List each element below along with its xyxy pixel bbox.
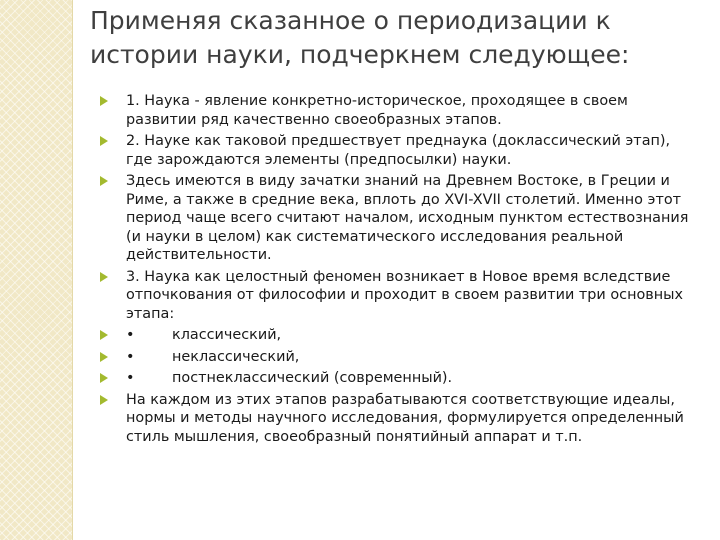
list-item: [100, 268, 700, 324]
list-item-text: классический,: [172, 327, 282, 343]
list-item-text: Здесь имеются в виду зачатки знаний на Древнем Востоке, в Греции и Риме, а также в средние века, вплоть до XVI-XVII столетий. Именно этот период чаще всего считают началом, исходным пунктом естествознания (и науки в целом) как систематического исследования реальной действительности.: [126, 173, 689, 263]
list-item-text: 1. Наука - явление конкретно-историческое, проходящее в своем развитии ряд качественно своеобразных этапов.: [126, 93, 628, 128]
triangle-bullet-icon: [100, 330, 108, 340]
list-item: [100, 348, 700, 367]
list-item-text: 3. Наука как целостный феномен возникает в Новое время вследствие отпочкования от философии и проходит в своем развитии три основных этапа:: [126, 268, 684, 322]
triangle-bullet-icon: [100, 352, 108, 362]
list-item: [100, 369, 700, 388]
list-item-text: постнеклассический (современный).: [172, 370, 453, 386]
slide-title: [90, 4, 700, 72]
triangle-bullet-icon: [100, 272, 108, 282]
decorative-side-strip: [0, 0, 72, 540]
list-item: [100, 326, 700, 345]
list-item-text: 2. Науке как таковой предшествует преднаука (доклассический этап), где зарождаются элементы (предпосылки) науки.: [126, 133, 671, 168]
triangle-bullet-icon: [100, 176, 108, 186]
list-item: [100, 172, 700, 265]
list-item-text: На каждом из этих этапов разрабатываются соответствующие идеалы, нормы и методы научного исследования, формулируется определенный стиль мышления, своеобразный понятийный аппарат и т.п.: [126, 391, 684, 445]
list-item: [100, 132, 700, 169]
side-strip-edge: [72, 0, 73, 540]
title-line-1: Применяя сказанное о периодизации к: [90, 6, 611, 35]
bullet-list: [100, 92, 700, 449]
list-item: [100, 92, 700, 129]
list-item: [100, 391, 700, 447]
triangle-bullet-icon: [100, 96, 108, 106]
inline-dot: •: [126, 327, 135, 343]
triangle-bullet-icon: [100, 373, 108, 383]
list-item-text: неклассический,: [172, 348, 300, 365]
inline-dot: •: [126, 348, 135, 365]
triangle-bullet-icon: [100, 395, 108, 405]
title-line-2: истории науки, подчеркнем следующее:: [90, 40, 630, 69]
triangle-bullet-icon: [100, 136, 108, 146]
inline-dot: •: [126, 370, 135, 386]
